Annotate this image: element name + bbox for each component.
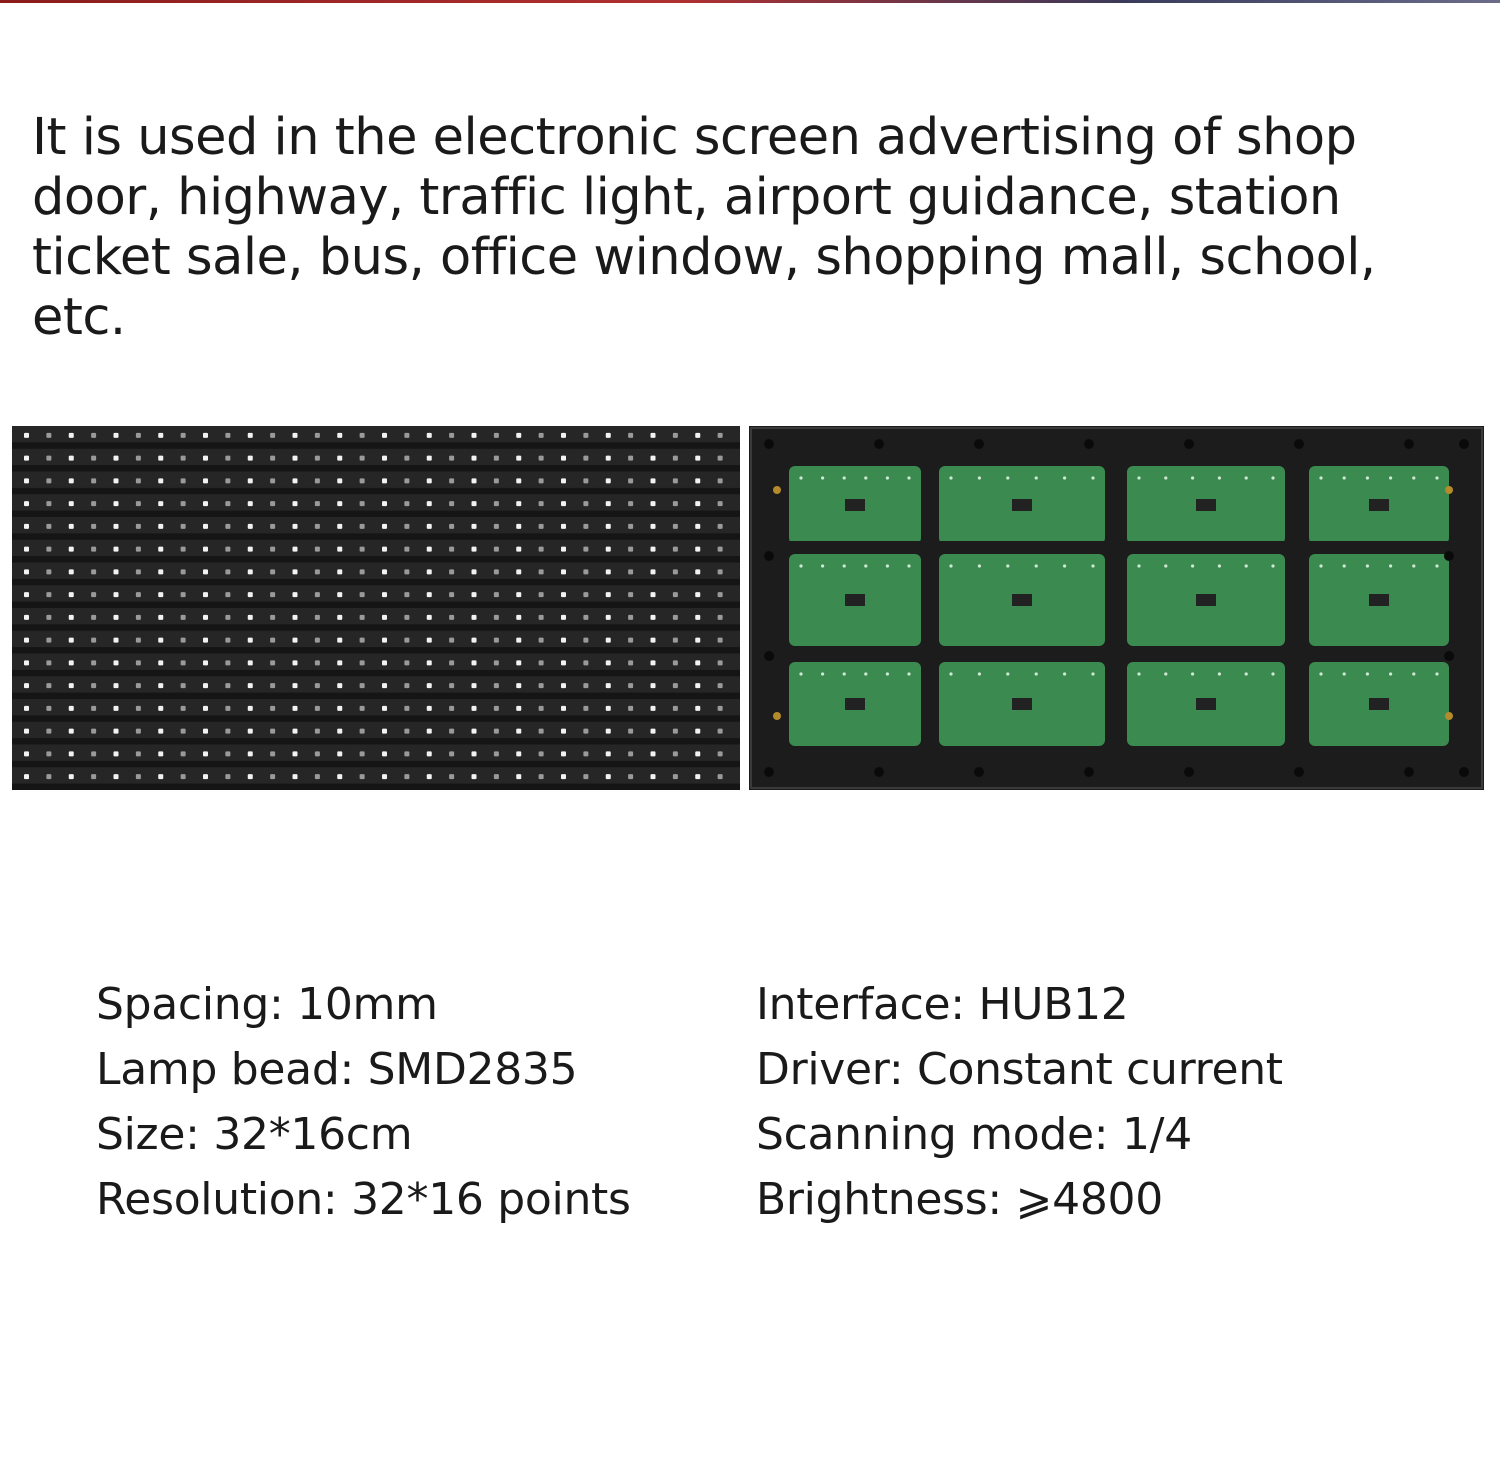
spec-list-left — [96, 972, 631, 1232]
spec-driver: Driver: Constant current — [756, 1044, 1283, 1095]
led-module-front-graphic — [12, 426, 740, 790]
led-module-back-photo — [749, 426, 1484, 790]
spec-scanning-mode: Scanning mode: 1/4 — [756, 1109, 1192, 1160]
led-module-back-graphic — [749, 426, 1484, 790]
spec-resolution: Resolution: 32*16 points — [96, 1174, 631, 1225]
spec-interface: Interface: HUB12 — [756, 979, 1129, 1030]
spec-lamp-bead: Lamp bead: SMD2835 — [96, 1044, 578, 1095]
led-module-front-photo — [12, 426, 740, 790]
spec-size: Size: 32*16cm — [96, 1109, 413, 1160]
spec-list-right — [756, 972, 1283, 1232]
intro-paragraph: It is used in the electronic screen advertising of shop door, highway, traffic light, airport guidance, station ticket sale, bus, office window, shopping mall, school, etc. — [32, 108, 1376, 347]
spec-brightness: Brightness: ⩾4800 — [756, 1174, 1163, 1225]
top-accent-bar — [0, 0, 1500, 3]
spec-spacing: Spacing: 10mm — [96, 979, 438, 1030]
